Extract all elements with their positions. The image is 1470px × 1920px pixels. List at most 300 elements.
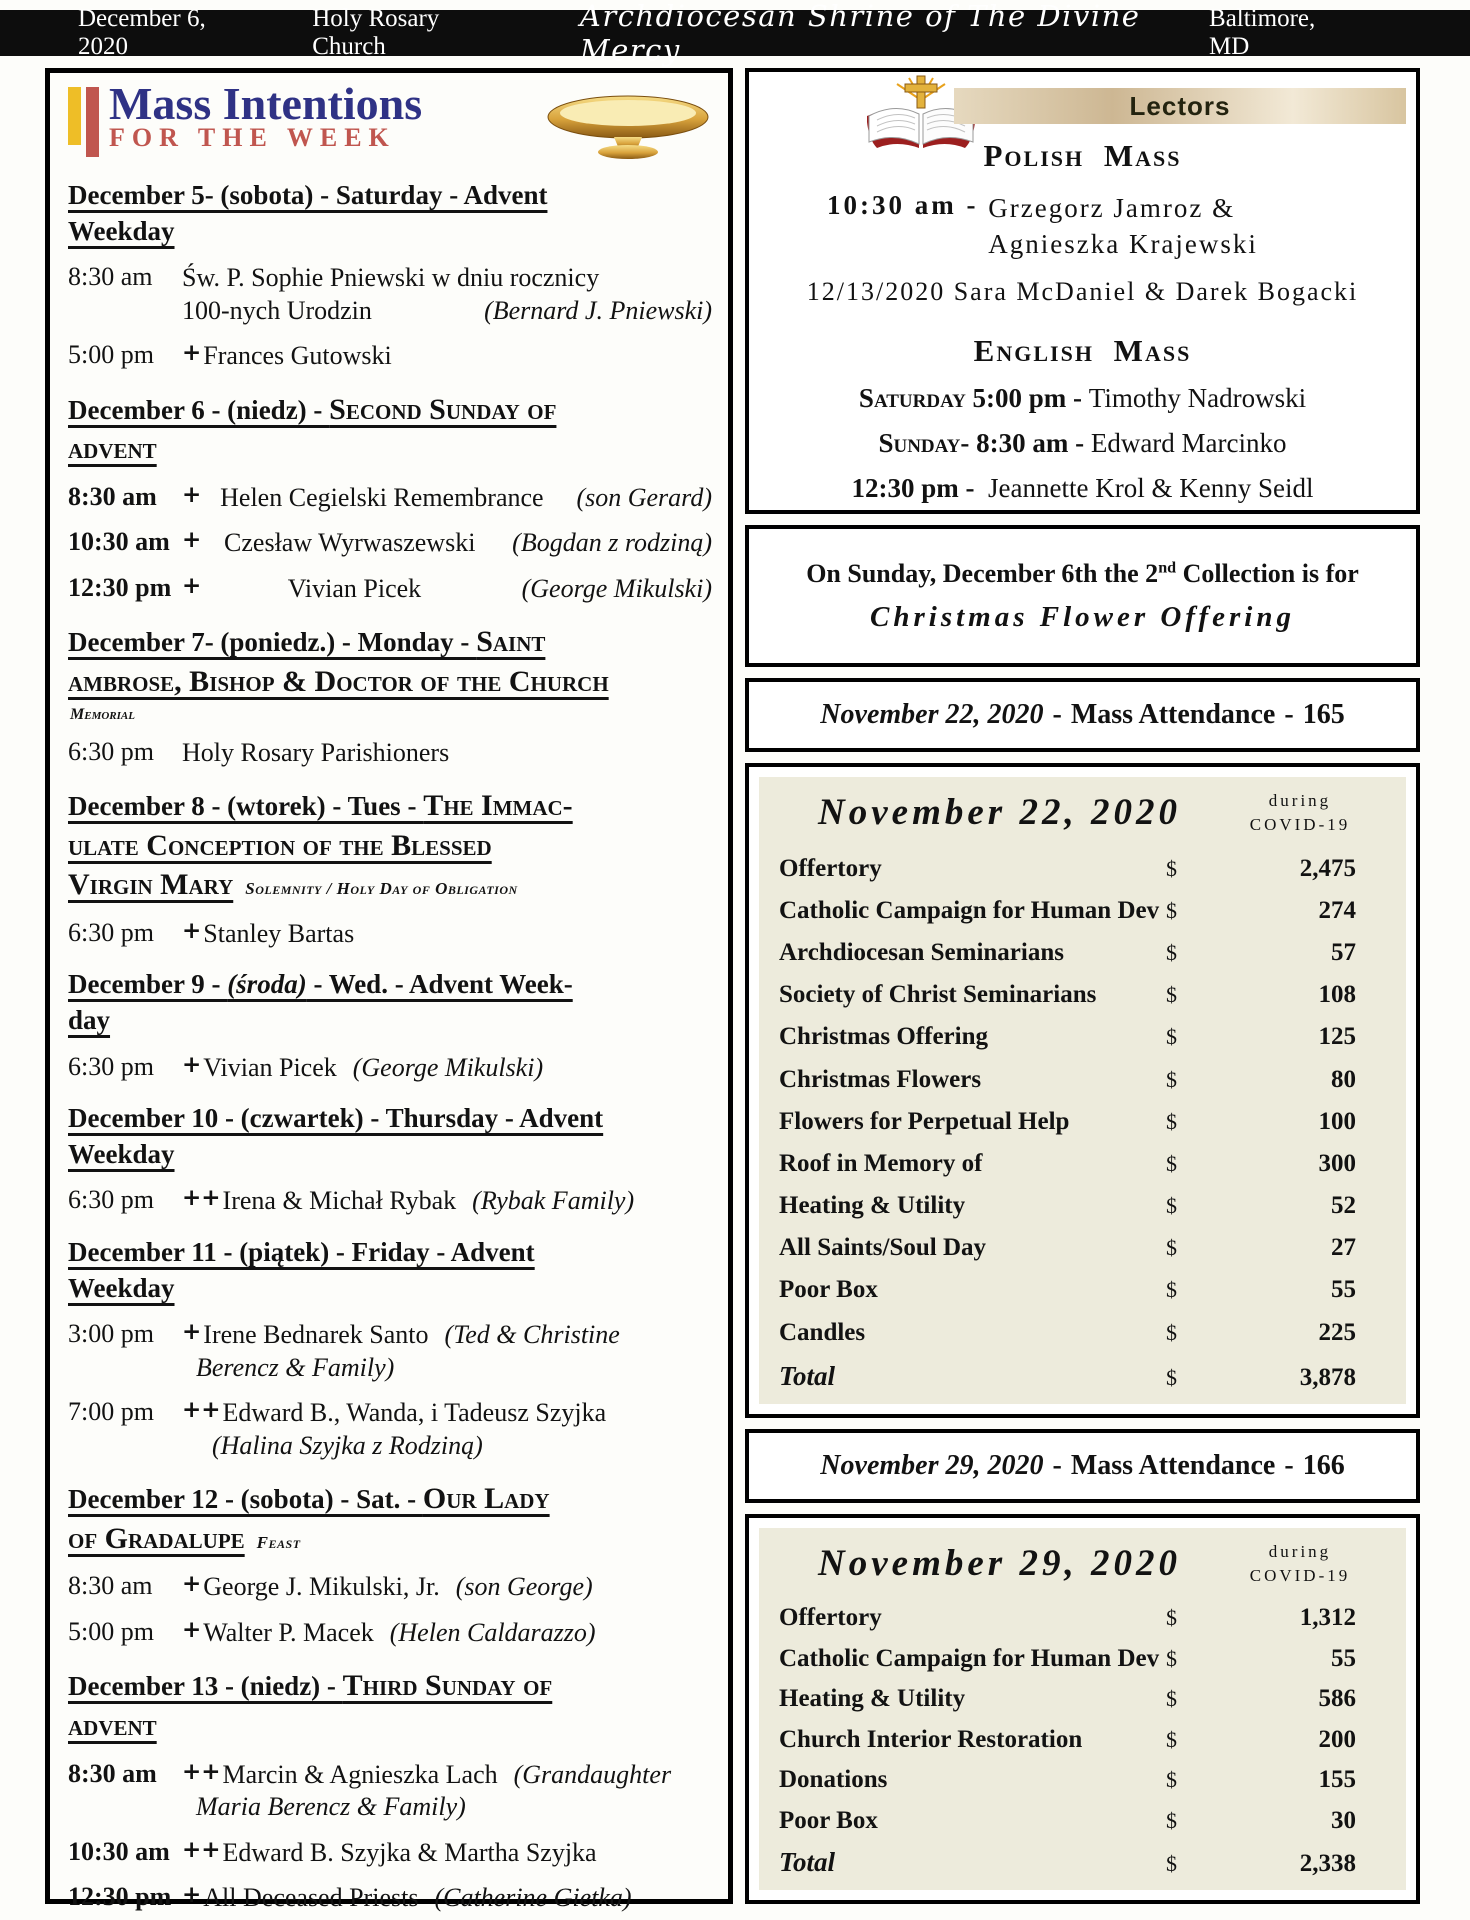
covid-note: [1220, 785, 1380, 837]
entry-row: [182, 1791, 712, 1824]
logo-text: [109, 78, 423, 153]
collection-label: Offertory: [779, 854, 882, 882]
day-heading-line: [68, 1519, 712, 1559]
deceased-cross-symbol: +: [182, 1051, 202, 1078]
mass-intention-entry: [68, 1052, 712, 1085]
requested-by: (Bogdan z rodziną): [512, 528, 712, 558]
collection-amount: 55: [1331, 1644, 1356, 1672]
collection-label: Heating & Utility: [779, 1685, 966, 1713]
entry-time: 12:30 pm: [68, 572, 172, 602]
intention-text: Vivian Picek: [203, 1052, 337, 1082]
entry-body: [182, 262, 712, 327]
deceased-cross-symbol: +: [182, 527, 202, 554]
requested-by: (George Mikulski): [352, 1052, 544, 1082]
covid-note-line: COVID-19: [1249, 814, 1351, 834]
collections-row: [779, 1807, 1380, 1835]
masthead-bar: [0, 0, 1470, 67]
entry-body: [182, 1617, 712, 1650]
collection-amount: 2,475: [1299, 854, 1356, 882]
entry-time: 10:30 am: [68, 1836, 170, 1866]
currency-symbol: $: [1166, 1767, 1177, 1793]
collections-row: [779, 1604, 1380, 1632]
collection-amount: 57: [1331, 939, 1356, 967]
intention-text: Maria Berencz & Family): [196, 1792, 466, 1822]
intention-text: Vivian Picek: [287, 573, 422, 603]
collection-label: All Saints/Soul Day: [779, 1234, 987, 1262]
mass-intention-entry: [68, 737, 712, 770]
english-lector-name: Timothy Nadrowski: [1088, 382, 1307, 413]
entry-row: [182, 527, 712, 560]
day-heading-segment: Second Sunday of: [329, 392, 557, 426]
currency-symbol: $: [1166, 1277, 1177, 1303]
currency-symbol: $: [1166, 1108, 1177, 1134]
requested-by: (son George): [455, 1572, 593, 1602]
day-heading-segment: ambrose, Bishop & Doctor of the Church: [68, 665, 609, 699]
total-label: Total: [779, 1360, 836, 1391]
english-mass-line: [761, 383, 1404, 414]
currency-symbol: $: [1166, 1686, 1177, 1712]
entry-body: [182, 1837, 712, 1870]
currency-symbol: $: [1166, 1605, 1177, 1631]
day-heading-segment: Weekday: [68, 1138, 175, 1169]
day-heading-segment: December 5- (sobota) - Saturday - Advent: [68, 180, 548, 210]
day-heading-segment: December 11 - (piątek) - Friday - Advent: [68, 1236, 535, 1267]
deceased-cross-symbol: +: [182, 572, 202, 599]
collection-label: Christmas Flowers: [779, 1065, 982, 1093]
english-mass-time: 12:30 pm -: [851, 472, 982, 503]
deceased-cross-symbol: +: [182, 1882, 202, 1909]
intention-text: All Deceased Priests: [203, 1883, 419, 1913]
collections-row: [779, 1685, 1380, 1713]
collection-amount: 155: [1318, 1766, 1356, 1794]
mass-intention-day: [68, 1479, 712, 1649]
collections-row: [779, 1023, 1380, 1051]
deceased-cross-symbol: ++: [182, 1185, 221, 1212]
collection-amount: 125: [1318, 1023, 1356, 1051]
entry-row: [182, 1185, 712, 1218]
mass-intention-day: [68, 178, 712, 373]
entry-row: [182, 262, 712, 295]
entry-row: [182, 918, 712, 951]
mass-intention-day: [68, 786, 712, 950]
day-heading-segment: December 6 - (niedz) -: [68, 394, 330, 425]
collections-row: [779, 939, 1380, 967]
day-heading-line: [68, 826, 712, 866]
collection-amount: 80: [1331, 1065, 1356, 1093]
polish-mass-line: 12/13/2020 Sara McDaniel & Darek Bogacki: [806, 276, 1359, 306]
entry-body: [182, 573, 712, 606]
entry-body: [182, 1185, 712, 1218]
collection-amount: 30: [1331, 1806, 1356, 1834]
day-heading-segment: Our Lady: [422, 1482, 550, 1516]
day-heading-segment: The Immac-: [423, 789, 573, 823]
entry-time: 6:30 pm: [68, 1185, 154, 1215]
mass-intention-entry: [68, 262, 712, 327]
entry-body: [182, 1571, 712, 1604]
collections-table: [759, 777, 1406, 1404]
entry-time: 8:30 am: [68, 262, 153, 292]
entry-body: [182, 527, 712, 560]
right-column: [745, 68, 1420, 1904]
collection-amount: 27: [1331, 1234, 1356, 1262]
entry-time: 6:30 pm: [68, 1051, 154, 1081]
day-heading-line: [68, 1137, 712, 1173]
deceased-cross-symbol: ++: [182, 1836, 221, 1863]
attendance-panel: [745, 1429, 1420, 1503]
separator: -: [1284, 1450, 1294, 1481]
entry-time: 8:30 am: [68, 1571, 153, 1601]
bulletin-columns: [45, 68, 1420, 1913]
collections-total-row: [779, 1847, 1380, 1878]
mass-intention-entry: [68, 527, 712, 560]
collection-label: Society of Christ Seminarians: [779, 981, 1097, 1009]
deceased-cross-symbol: ++: [182, 1397, 221, 1424]
entry-row: [182, 482, 712, 515]
collection-label: Poor Box: [779, 1806, 878, 1834]
collection-text-pre: On Sunday, December 6th the 2: [806, 558, 1159, 588]
covid-note-line: during: [1268, 791, 1332, 810]
attendance-date: November 22, 2020: [820, 699, 1044, 730]
english-lector-name: Edward Marcinko: [1090, 427, 1287, 458]
day-rank-label: Memorial: [70, 705, 135, 723]
collections-row: [779, 1276, 1380, 1304]
requested-by: (Rybak Family): [472, 1186, 635, 1216]
collection-label: Christmas Offering: [779, 1023, 988, 1051]
polish-lector-name: Grzegorz Jamroz &: [988, 193, 1236, 223]
day-heading-line: [68, 622, 712, 662]
deceased-cross-symbol: +: [182, 1616, 202, 1643]
entry-time: 8:30 am: [68, 1758, 157, 1788]
mass-intention-entry: [68, 1571, 712, 1604]
entry-row: [182, 1759, 712, 1792]
entry-time: 5:00 pm: [68, 340, 154, 370]
entry-row: [182, 573, 712, 606]
english-mass-line: [761, 473, 1404, 504]
mass-intention-entry: [68, 482, 712, 515]
mass-intention-day: [68, 622, 712, 769]
collections-row: [779, 897, 1380, 925]
collection-label: Catholic Campaign for Human Dev: [779, 896, 1160, 924]
polish-mass-line: [827, 190, 1404, 263]
chalice-icon: [544, 87, 712, 161]
intention-text: Św. P. Sophie Pniewski w dniu rocznicy: [182, 263, 600, 293]
lectors-banner-label: Lectors: [1129, 90, 1231, 121]
masthead-church-name: Holy Rosary Church: [312, 5, 440, 60]
intention-text: Irene Bednarek Santo: [203, 1320, 429, 1350]
intention-text: Edward B. Szyjka & Martha Szyjka: [222, 1837, 597, 1867]
mass-intention-entry: [68, 340, 712, 373]
currency-symbol: $: [1166, 1645, 1177, 1671]
intention-text: (Halina Szyjka z Rodziną): [212, 1430, 483, 1460]
collection-amount: 55: [1331, 1276, 1356, 1304]
mass-intention-day: [68, 390, 712, 606]
currency-symbol: $: [1166, 855, 1177, 881]
entry-row: [182, 295, 712, 328]
day-heading-line: [68, 1666, 712, 1706]
collection-ordinal-suffix: nd: [1158, 558, 1177, 576]
entry-row: [182, 1319, 712, 1352]
mass-intention-entry: [68, 1759, 712, 1824]
currency-symbol: $: [1166, 1726, 1177, 1752]
collection-text-post: Collection is for: [1176, 558, 1359, 588]
masthead-shrine-title: Archdiocesan Shrine of The Divine Mercy: [579, 0, 1141, 67]
mass-intention-entry: [68, 918, 712, 951]
entry-time: 7:00 pm: [68, 1397, 154, 1427]
polish-mass-heading: Polish Mass: [983, 138, 1182, 173]
entry-body: [182, 1759, 712, 1824]
deceased-cross-symbol: +: [182, 1571, 202, 1598]
total-amount: 3,878: [1299, 1363, 1356, 1391]
masthead-date: December 6, 2020: [78, 5, 206, 60]
entry-row: [182, 1352, 712, 1385]
entry-body: [182, 1319, 712, 1384]
currency-symbol: $: [1166, 1850, 1177, 1876]
deceased-cross-symbol: ++: [182, 1758, 221, 1785]
collection-amount: 225: [1318, 1318, 1356, 1346]
separator: -: [1052, 1450, 1062, 1481]
day-heading-line: [68, 662, 712, 702]
collection-amount: 200: [1318, 1725, 1356, 1753]
mass-intention-entry: [68, 1319, 712, 1384]
intention-text: Marcin & Agnieszka Lach: [222, 1759, 498, 1789]
collection-label: Poor Box: [779, 1276, 878, 1304]
collections-table-title: November 22, 2020: [818, 792, 1181, 833]
currency-symbol: $: [1166, 1193, 1177, 1219]
currency-symbol: $: [1166, 982, 1177, 1008]
day-heading-segment: Virgin Mary: [68, 868, 234, 902]
collections-table-panel: [745, 1514, 1420, 1904]
day-heading-line: [68, 967, 712, 1003]
second-collection-panel: [745, 525, 1420, 667]
collections-row: [779, 1192, 1380, 1220]
day-heading-line: [68, 178, 712, 214]
currency-symbol: $: [1166, 1807, 1177, 1833]
entry-row: [182, 1617, 712, 1650]
entry-row: [182, 1430, 712, 1463]
total-label: Total: [779, 1846, 836, 1877]
collection-label: Roof in Memory of: [779, 1149, 983, 1177]
entry-row: [182, 737, 712, 770]
entry-time: 6:30 pm: [68, 917, 154, 947]
deceased-cross-symbol: +: [182, 481, 202, 508]
collections-row: [779, 1108, 1380, 1136]
intention-text: Berencz & Family): [196, 1352, 395, 1382]
entry-body: [182, 918, 712, 951]
english-mass-day: Sunday: [878, 427, 961, 458]
collections-table: [759, 1528, 1406, 1890]
day-heading-segment: December 7- (poniedz.) - Monday -: [68, 627, 477, 658]
day-heading-line: [68, 1101, 712, 1137]
polish-mass-lectors: [988, 190, 1258, 263]
collection-amount: 300: [1318, 1149, 1356, 1177]
currency-symbol: $: [1166, 1150, 1177, 1176]
collection-amount: 274: [1318, 896, 1356, 924]
covid-note: [1220, 1536, 1380, 1588]
day-heading-segment: December 8 - (wtorek) - Tues -: [68, 791, 424, 822]
mass-intention-day: [68, 1235, 712, 1462]
attendance-panel: [745, 678, 1420, 752]
mass-intention-entry: [68, 1617, 712, 1650]
mass-intentions-list: [68, 178, 712, 1915]
logo-red-bar: [86, 87, 99, 157]
day-heading-line: [68, 1235, 712, 1271]
mass-intention-day: [68, 967, 712, 1084]
requested-by: (Ted & Christine: [444, 1320, 620, 1350]
collections-row: [779, 1726, 1380, 1754]
entry-row: [182, 340, 712, 373]
mass-intentions-title: Mass Intentions: [109, 78, 423, 129]
collection-amount: 100: [1318, 1107, 1356, 1135]
requested-by: (Catherine Gietka): [434, 1883, 632, 1913]
intention-text: Helen Cegielski Remembrance: [220, 482, 544, 512]
collection-amount: 586: [1318, 1685, 1356, 1713]
day-heading-segment: Solemnity / Holy Day of Obligation: [245, 879, 518, 899]
day-heading-segment: of Gradalupe: [68, 1521, 245, 1555]
collections-row: [779, 1066, 1380, 1094]
collection-label: Archdiocesan Seminarians: [779, 939, 1064, 967]
collections-row: [779, 855, 1380, 883]
covid-note-line: COVID-19: [1249, 1565, 1351, 1585]
day-heading-line: [68, 390, 712, 430]
attendance-count: 166: [1302, 1450, 1345, 1481]
entry-body: [182, 1397, 712, 1462]
day-heading-line: [68, 1271, 712, 1307]
collections-row: [779, 1645, 1380, 1673]
collection-amount: 52: [1331, 1192, 1356, 1220]
mass-intentions-logo: [68, 78, 712, 161]
masthead-city: Baltimore, MD: [1209, 5, 1316, 60]
mass-intention-entry: [68, 1837, 712, 1870]
day-heading-segment: December 13 - (niedz) -: [68, 1671, 343, 1702]
attendance-count: 165: [1302, 699, 1345, 730]
intention-text: Stanley Bartas: [203, 918, 355, 948]
collection-label: Flowers for Perpetual Help: [779, 1107, 1070, 1135]
collections-row: [779, 1150, 1380, 1178]
english-mass-heading: English Mass: [973, 332, 1192, 368]
polish-mass-time: 10:30 am -: [827, 190, 989, 220]
intention-text: Irena & Michał Rybak: [222, 1186, 457, 1216]
lectors-panel: [745, 68, 1420, 514]
intention-text: 100-nych Urodzin: [182, 295, 372, 325]
entry-row: [182, 1571, 712, 1604]
mass-intention-day: [68, 1101, 712, 1218]
currency-symbol: $: [1166, 1235, 1177, 1261]
entry-time: 3:00 pm: [68, 1319, 154, 1349]
separator: -: [1052, 699, 1062, 730]
day-heading-line: [68, 786, 712, 826]
lectors-banner: [954, 88, 1406, 124]
day-heading-segment: Third Sunday of: [342, 1669, 553, 1703]
requested-by: (son Gerard): [576, 482, 712, 512]
covid-note-line: during: [1268, 1542, 1332, 1561]
english-mass-time: - 8:30 am -: [960, 427, 1091, 458]
entry-time: 12:30 pm: [68, 1882, 172, 1912]
english-mass-day: Saturday: [858, 382, 966, 413]
collection-label: Candles: [779, 1318, 866, 1346]
mass-intentions-subtitle: FOR THE WEEK: [109, 123, 396, 152]
mass-intention-entry: [68, 1882, 712, 1915]
mass-intention-entry: [68, 573, 712, 606]
deceased-cross-symbol: +: [182, 1319, 202, 1346]
collections-row: [779, 1319, 1380, 1347]
day-heading-segment: Weekday: [68, 215, 175, 246]
currency-symbol: $: [1166, 1066, 1177, 1092]
collection-amount: 1,312: [1299, 1604, 1356, 1632]
english-mass-line: [761, 428, 1404, 459]
day-heading-segment: December 9 -: [68, 969, 228, 1000]
day-heading-segment: advent: [68, 1708, 157, 1742]
requested-by: (Grandaughter: [513, 1759, 672, 1789]
collection-label: Heating & Utility: [779, 1192, 966, 1220]
collections-table-panel: [745, 763, 1420, 1418]
day-heading-segment: advent: [68, 432, 157, 466]
second-collection-text: [749, 559, 1416, 589]
day-heading-segment: Saint: [476, 625, 546, 659]
day-heading-segment: December 10 - (czwartek) - Thursday - Advent: [68, 1103, 604, 1134]
intention-text: George J. Mikulski, Jr.: [203, 1572, 440, 1602]
attendance-label: Mass Attendance: [1070, 699, 1276, 730]
attendance-label: Mass Attendance: [1070, 1450, 1276, 1481]
requested-by: (George Mikulski): [521, 573, 712, 603]
separator: -: [1284, 699, 1294, 730]
intention-text: Frances Gutowski: [203, 341, 392, 371]
collections-row: [779, 981, 1380, 1009]
mass-intention-entry: [68, 1185, 712, 1218]
day-heading-line: [68, 1706, 712, 1746]
entry-body: [182, 482, 712, 515]
day-heading-segment: Weekday: [68, 1272, 175, 1303]
attendance-date: November 29, 2020: [820, 1450, 1044, 1481]
collection-purpose: Christmas Flower Offering: [870, 600, 1295, 633]
total-amount: 2,338: [1299, 1849, 1356, 1877]
day-heading-line: [68, 1003, 712, 1039]
intention-text: Edward B., Wanda, i Tadeusz Szyjka: [222, 1398, 607, 1428]
day-heading-segment: ulate Conception of the Blessed: [68, 828, 492, 862]
entry-body: [182, 1052, 712, 1085]
currency-symbol: $: [1166, 1364, 1177, 1390]
entry-time: 8:30 am: [68, 481, 157, 511]
mass-intentions-panel: [45, 68, 733, 1913]
entry-body: [182, 340, 712, 373]
deceased-cross-symbol: +: [182, 917, 202, 944]
collections-table-header: [779, 785, 1380, 837]
logo-yellow-bar: [68, 87, 81, 145]
day-heading-segment: Feast: [256, 1532, 301, 1552]
currency-symbol: $: [1166, 1319, 1177, 1345]
currency-symbol: $: [1166, 940, 1177, 966]
entry-time: 5:00 pm: [68, 1616, 154, 1646]
entry-body: [182, 737, 712, 770]
entry-row: [182, 1837, 712, 1870]
entry-body: [182, 1882, 712, 1915]
entry-row: [182, 1397, 712, 1430]
day-heading-line: [68, 429, 712, 469]
collection-label: Church Interior Restoration: [779, 1725, 1083, 1753]
day-heading-segment: day: [68, 1005, 111, 1036]
collection-label: Catholic Campaign for Human Dev: [779, 1644, 1160, 1672]
entry-time: 6:30 pm: [68, 736, 154, 766]
collections-row: [779, 1234, 1380, 1262]
intention-text: Czesław Wyrwaszewski: [224, 528, 476, 558]
collections-total-row: [779, 1361, 1380, 1392]
polish-lector-name: Agnieszka Krajewski: [988, 229, 1258, 260]
mass-intention-entry: [68, 1397, 712, 1462]
entry-row: [182, 1052, 712, 1085]
currency-symbol: $: [1166, 1024, 1177, 1050]
logo-bars-icon: [68, 87, 99, 157]
collections-row: [779, 1766, 1380, 1794]
english-lector-name: Jeannette Krol & Kenny Seidl: [981, 472, 1314, 503]
